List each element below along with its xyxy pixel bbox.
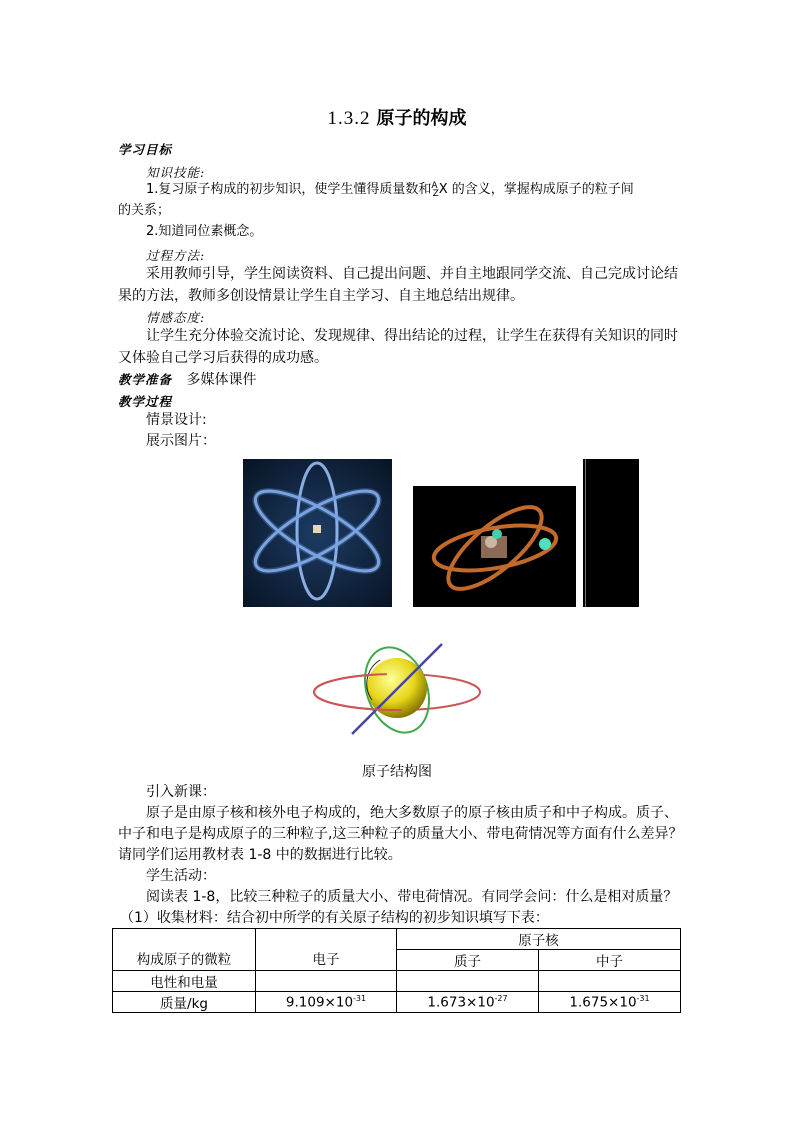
header-proton: 质子 [397, 950, 539, 971]
title-text: 原子的构成 [376, 108, 467, 129]
symbol-atomic: Z [432, 189, 439, 199]
intro-label: 引入新课： [146, 784, 216, 800]
objectives-heading: 学习目标 [118, 142, 173, 157]
mass-p-exp: -27 [494, 993, 508, 1003]
atom-blue-graphic [243, 459, 392, 607]
knowledge-line-1-b: 的含义，掌握构成原子的粒子间 [451, 182, 634, 197]
prep-heading: 教学准备 [118, 372, 173, 387]
intro-line-3: 请同学们运用教材表 1-8 中的数据进行比较。 [118, 847, 402, 863]
dark-panel-edge [585, 459, 586, 607]
cell-charge-neutron [539, 971, 681, 992]
atom-image-dark [583, 459, 639, 607]
cell-mass-proton [397, 992, 539, 1013]
mass-n-base: 1.675×10 [569, 994, 637, 1011]
atom-image-blue [243, 459, 392, 607]
intro-line-1: 原子是由原子核和核外电子构成的，绝大多数原子的原子核由质子和中子构成。质子、 [146, 805, 678, 821]
mass-n-exp: -31 [636, 993, 650, 1003]
attitude-line-1: 让学生充分体验交流讨论、发现规律、得出结论的过程，让学生在获得有关知识的同时 [146, 328, 678, 344]
show-pictures: 展示图片： [146, 433, 216, 449]
page-title [0, 104, 794, 130]
particle-table [112, 928, 681, 1013]
knowledge-line-1 [146, 180, 634, 201]
activity-line-1: 阅读表 1-8，比较三种粒子的质量大小、带电荷情况。有同学会问：什么是相对质量？ [146, 889, 678, 905]
cell-charge-proton [397, 971, 539, 992]
cell-charge-electron [256, 971, 397, 992]
table-row [113, 992, 681, 1013]
process-label: 过程方法: [146, 248, 206, 263]
header-neutron: 中子 [539, 950, 681, 971]
figure-caption: 原子结构图 [362, 764, 432, 780]
knowledge-line-2: 的关系； [118, 203, 171, 218]
mass-p-base: 1.673×10 [427, 994, 495, 1011]
scene-design: 情景设计: [146, 412, 207, 428]
knowledge-line-3: 2.知道同位素概念。 [146, 224, 263, 239]
symbol-element: X [438, 182, 448, 197]
atom-image-yellow [312, 640, 482, 740]
knowledge-label: 知识技能: [146, 165, 206, 180]
table-row [113, 929, 681, 950]
prep-text: 多媒体课件 [186, 372, 257, 388]
process-line-1: 采用教师引导，学生阅读资料、自己提出问题、并自主地跟同学交流、自己完成讨论结 [146, 266, 678, 282]
activity-label: 学生活动： [146, 868, 216, 884]
symbol-mass: A [431, 181, 438, 191]
intro-line-2: 中子和电子是构成原子的三种粒子,这三种粒子的质量大小、带电荷情况等方面有什么差异？ [118, 826, 683, 842]
prep-row [118, 370, 256, 390]
atom-yellow-graphic [312, 640, 482, 740]
mass-e-base: 9.109×10 [285, 994, 354, 1011]
attitude-line-2: 又体验自己学习后获得的成功感。 [118, 350, 328, 366]
atom-orange-graphic [413, 486, 576, 607]
table-row [113, 971, 681, 992]
header-electron: 电子 [256, 929, 397, 971]
row-charge-label: 电性和电量 [113, 971, 256, 992]
header-particles: 构成原子的微粒 [113, 929, 256, 971]
header-nucleus: 原子核 [397, 929, 681, 950]
process-heading: 教学过程 [118, 394, 173, 409]
cell-mass-neutron [539, 992, 681, 1013]
mass-e-exp: -31 [353, 993, 367, 1003]
process-line-2: 果的方法，教师多创设情景让学生自主学习、自主地总结出规律。 [118, 288, 524, 304]
knowledge-line-1-a: 1.复习原子构成的初步知识，使学生懂得质量数和 [146, 182, 432, 197]
attitude-label: 情感态度: [146, 310, 206, 325]
title-number: 1.3.2 [327, 108, 371, 129]
activity-line-2: （1）收集材料：结合初中所学的有关原子结构的初步知识填写下表： [120, 910, 549, 926]
atom-image-orange [413, 486, 576, 607]
cell-mass-electron [256, 992, 397, 1013]
row-mass-label: 质量/kg [113, 992, 256, 1013]
